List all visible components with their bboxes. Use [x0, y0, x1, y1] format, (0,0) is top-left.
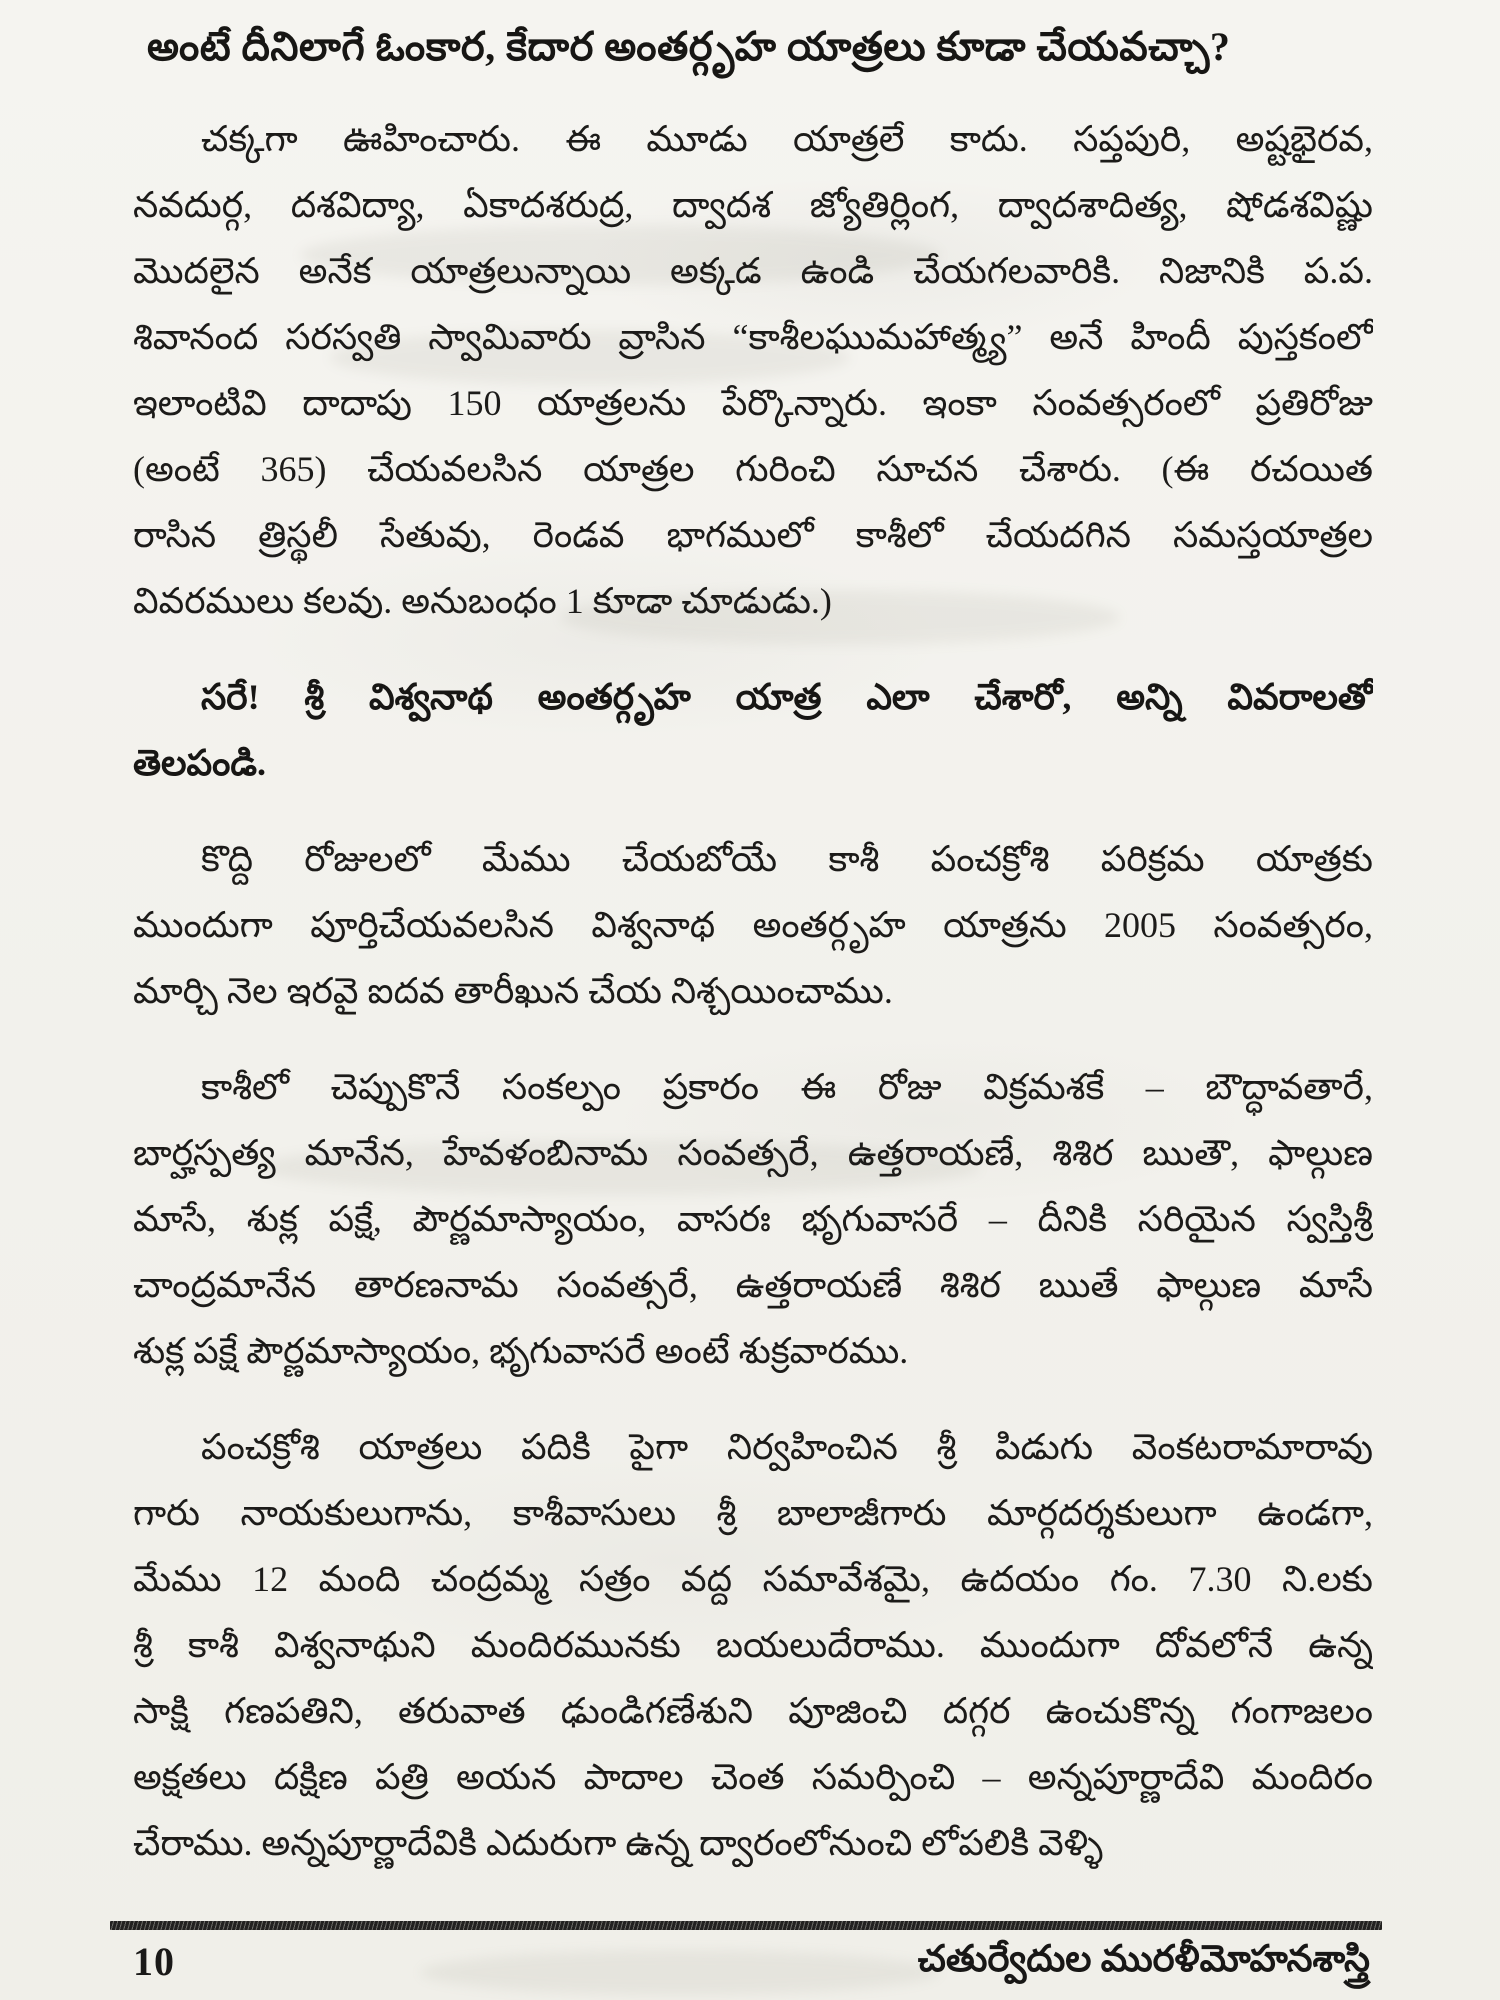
text-line: రాసిన త్రిస్థలీ సేతువు, రెండవ భాగములో కాశీలో చేయదగిన సమస్తయాత్రల	[133, 515, 1373, 555]
body-paragraph	[133, 1054, 1373, 1384]
text-line: చేరాము. అన్నపూర్ణాదేవికి ఎదురుగా ఉన్న ద్వారంలోనుంచి లోపలికి వెళ్ళి	[133, 1823, 1104, 1863]
text-line: మాసే, శుక్ల పక్షే, పౌర్ణమాస్యాయం, వాసరః భృగువాసరే – దీనికి సరియైన స్వస్తిశ్రీ	[133, 1199, 1373, 1239]
text-line: తెలపండి.	[133, 743, 267, 783]
text-line: వివరములు కలవు. అనుబంధం 1 కూడా చూడుడు.)	[133, 581, 832, 621]
text-line: కాశీలో చెప్పుకొనే సంకల్పం ప్రకారం ఈ రోజు విక్రమశకే – బౌద్ధావతారే,	[201, 1067, 1373, 1107]
footer-author: చతుర్వేదుల మురళీమోహనశాస్త్రి	[917, 1939, 1370, 1980]
body-paragraph	[133, 826, 1373, 1024]
text-line: మొదలైన అనేక యాత్రలున్నాయి అక్కడ ఉండి చేయగలవారికి. నిజానికి ప.ప.	[133, 251, 1373, 291]
page-body	[133, 16, 1373, 1906]
text-line: చాంద్రమానేన తారణనామ సంవత్సరే, ఉత్తరాయణే శిశిర ఋతే ఫాల్గుణ మాసే	[133, 1265, 1373, 1305]
text-line: ముందుగా పూర్తిచేయవలసిన విశ్వనాథ అంతర్గృహ యాత్రను 2005 సంవత్సరం,	[133, 905, 1373, 945]
text-line: బార్హస్పత్య మానేన, హేవళంబినామ సంవత్సరే, ఉత్తరాయణే, శిశిర ఋతౌ, ఫాల్గుణ	[133, 1133, 1373, 1173]
text-line: గారు నాయకులుగాను, కాశీవాసులు శ్రీ బాలాజీగారు మార్గదర్శకులుగా ఉండగా,	[133, 1493, 1373, 1533]
page-footer	[133, 1938, 1370, 1989]
text-line: సరే! శ్రీ విశ్వనాథ అంతర్గృహ యాత్ర ఎలా చేశారో, అన్ని వివరాలతో	[201, 677, 1373, 717]
body-paragraph	[133, 106, 1373, 634]
question-paragraph	[133, 664, 1373, 796]
text-line: పంచక్రోశి యాత్రలు పదికి పైగా నిర్వహించిన శ్రీ పిడుగు వెంకటరామారావు	[201, 1427, 1373, 1467]
text-line: శ్రీ కాశీ విశ్వనాథుని మందిరమునకు బయలుదేరాము. ముందుగా దోవలోనే ఉన్న	[133, 1625, 1373, 1665]
text-line: నవదుర్గ, దశవిద్యా, ఏకాదశరుద్ర, ద్వాదశ జ్యోతిర్లింగ, ద్వాదశాదిత్య, షోడశవిష్ణు	[133, 185, 1373, 225]
text-line: ఇలాంటివి దాదాపు 150 యాత్రలను పేర్కొన్నారు. ఇంకా సంవత్సరంలో ప్రతిరోజు	[133, 383, 1373, 423]
text-line: సాక్షి గణపతిని, తరువాత ఢుండిగణేశుని పూజించి దగ్గర ఉంచుకొన్న గంగాజలం	[133, 1691, 1373, 1731]
text-line: శుక్ల పక్షే పౌర్ణమాస్యాయం, భృగువాసరే అంటే శుక్రవారము.	[133, 1331, 909, 1371]
text-line: (అంటే 365) చేయవలసిన యాత్రల గురించి సూచన చేశారు. (ఈ రచయిత	[133, 449, 1373, 489]
text-line: మేము 12 మంది చంద్రమ్మ సత్రం వద్ద సమావేశమై, ఉదయం గం. 7.30 ని.లకు	[133, 1559, 1373, 1599]
text-line: శివానంద సరస్వతి స్వామివారు వ్రాసిన “కాశీలఘుమహాత్మ్య” అనే హిందీ పుస్తకంలో	[133, 317, 1373, 357]
text-line: మార్చి నెల ఇరవై ఐదవ తారీఖున చేయ నిశ్చయించాము.	[133, 971, 893, 1011]
footer-divider	[110, 1921, 1382, 1930]
page-number: 10	[133, 1939, 175, 1984]
text-line: చక్కగా ఊహించారు. ఈ మూడు యాత్రలే కాదు. సప్తపురి, అష్టభైరవ,	[201, 119, 1373, 159]
text-line: కొద్ది రోజులలో మేము చేయబోయే కాశీ పంచక్రోశి పరిక్రమ యాత్రకు	[201, 839, 1373, 879]
body-paragraph	[133, 1414, 1373, 1876]
section-heading: అంటే దీనిలాగే ఓంకార, కేదార అంతర్గృహ యాత్రలు కూడా చేయవచ్చా?	[147, 24, 1231, 69]
text-line: అక్షతలు దక్షిణ పత్రి అయన పాదాల చెంత సమర్పించి – అన్నపూర్ణాదేవి మందిరం	[133, 1757, 1373, 1797]
